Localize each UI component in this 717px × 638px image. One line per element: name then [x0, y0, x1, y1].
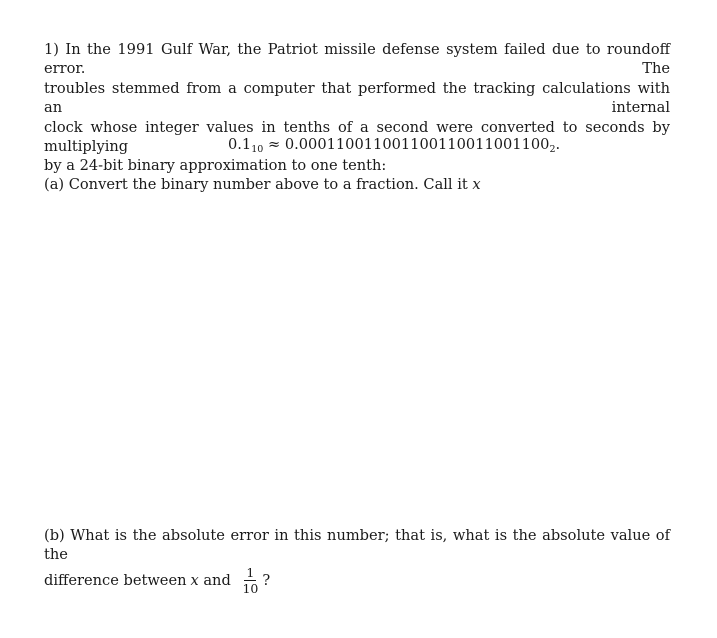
- problem-statement: [44, 40, 670, 176]
- problem-paragraph: [44, 40, 670, 176]
- part-b-mid: and: [198, 572, 236, 589]
- part-b-line-2: [44, 566, 670, 595]
- equation-rhs-base: 2: [549, 144, 556, 155]
- equation-end: .: [555, 136, 561, 153]
- fraction-numerator: 1: [246, 565, 255, 580]
- fraction-denominator: 10: [242, 581, 259, 596]
- part-b-prefix: difference between: [44, 572, 187, 589]
- part-a-text: (a) Convert the binary number above to a fraction. Call it: [44, 176, 473, 193]
- part-b-line-1: (b) What is the absolute error in this number; that is, what is the absolute value of the: [44, 527, 670, 563]
- equation-approx-symbol: ≈: [267, 136, 281, 153]
- part-b-variable: x: [190, 572, 199, 589]
- equation-rhs: 0.000110011001100110011001100: [284, 136, 550, 153]
- equation-lhs-base: 10: [251, 144, 264, 155]
- part-a-variable: x: [472, 176, 481, 193]
- part-b-question: [44, 526, 670, 595]
- one-tenth-fraction: [240, 566, 260, 595]
- equation-lhs: 0.1: [228, 136, 252, 153]
- problem-line-3: clock whose integer values in tenths of a second were converted to seconds by multiplying: [44, 118, 670, 156]
- problem-line-4: by a 24-bit binary approximation to one tenth:: [44, 157, 387, 175]
- part-b-question-mark: ?: [262, 572, 271, 589]
- problem-line-1: 1) In the 1991 Gulf War, the Patriot missile defense system failed due to roundoff error. The: [44, 41, 670, 78]
- problem-line-2: troubles stemmed from a computer that performed the tracking calculations with an internal: [44, 79, 670, 117]
- part-a-question: [44, 176, 481, 193]
- binary-approximation-equation: [228, 136, 560, 153]
